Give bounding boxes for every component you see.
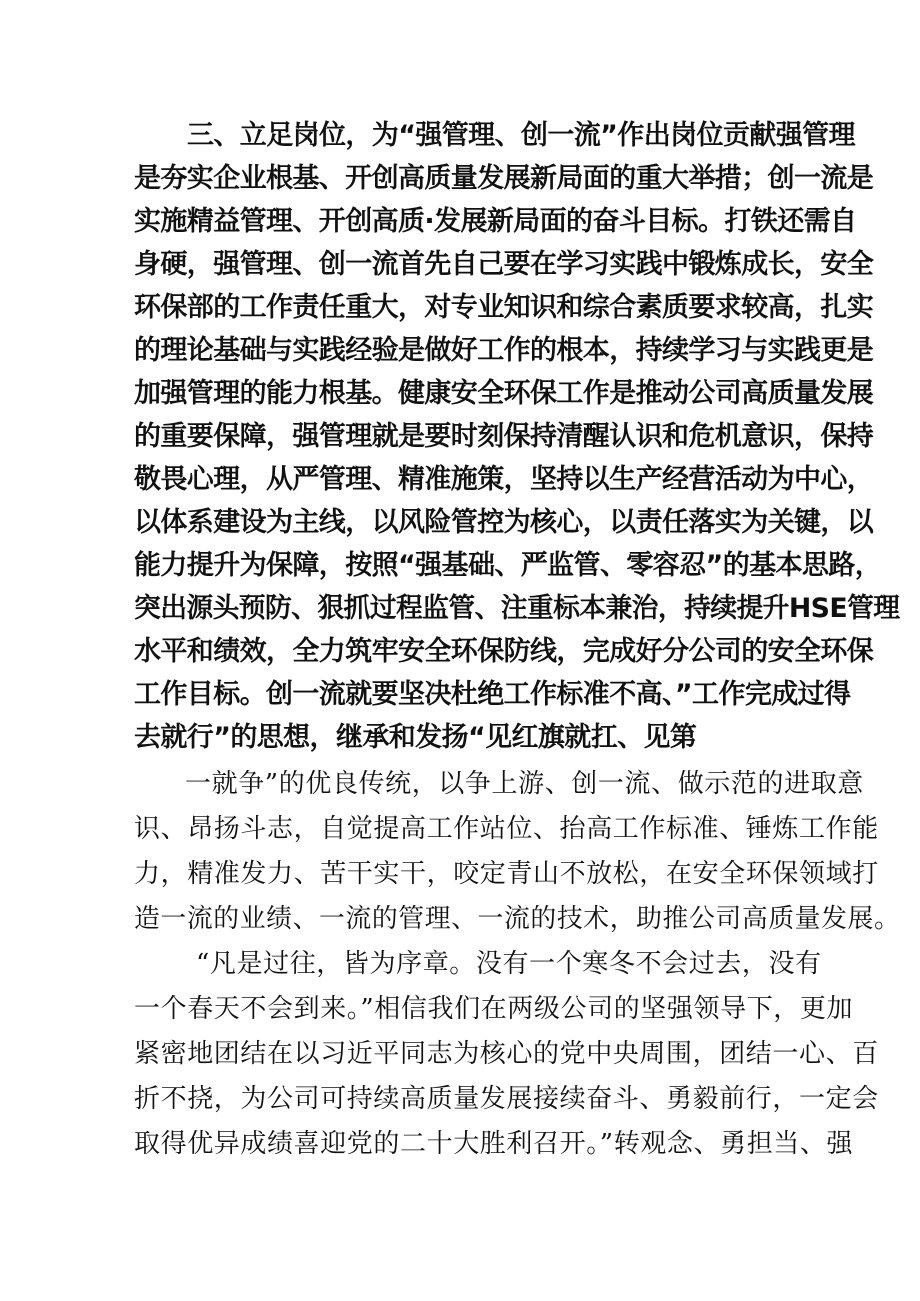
text-line: 敬畏心理，从严管理、精准施策，坚持以生产经营活动为中心， — [134, 464, 874, 495]
text-line: 折不挠，为公司可持续高质量发展接续奋斗、勇毅前行，一定会 — [134, 1084, 879, 1114]
text-line: 造一流的业绩、一流的管理、一流的技术，助推公司高质量发展。 — [134, 904, 901, 934]
text-line: 取得优异成绩喜迎党的二十大胜利召开。”转观念、勇担当、强 — [134, 1129, 854, 1159]
text-line: 的理论基础与实践经验是做好工作的根本，持续学习与实践更是 — [134, 335, 874, 366]
text-line: 身硬，强管理、创一流首先自己要在学习实践中锻炼成长，安全 — [134, 249, 874, 280]
text-line: 去就行”的思想，继承和发扬“见红旗就扛、见第 — [134, 722, 697, 753]
text-line: 识、昂扬斗志，自觉提高工作站位、抬高工作标准、锤炼工作能 — [134, 814, 879, 844]
text-line: 水平和绩效，全力筑牢安全环保防线，完成好分公司的安全环保 — [134, 636, 874, 667]
text-line: 一个春天不会到来。”相信我们在两级公司的坚强领导下，更加 — [134, 994, 854, 1024]
text-line: 加强管理的能力根基。健康安全环保工作是推动公司高质量发展 — [134, 378, 874, 409]
text-line: 是夯实企业根基、开创高质量发展新局面的重大举措；创一流是 — [134, 163, 874, 194]
text-line: 三、立足岗位，为“强管理、创一流”作出岗位贡献强管理 — [187, 120, 855, 151]
text-line: 紧密地团结在以习近平同志为核心的党中央周围，团结一心、百 — [134, 1039, 879, 1069]
text-line: 工作目标。创一流就要坚决杜绝工作标准不高、”工作完成过得 — [134, 679, 851, 710]
text-line: 能力提升为保障，按照“强基础、严监管、零容忍”的基本思路， — [134, 550, 882, 581]
text-line: 实施精益管理、开创高质·发展新局面的奋斗目标。打铁还需自 — [134, 206, 857, 237]
text-line: 力，精准发力、苦干实干，咬定青山不放松，在安全环保领域打 — [134, 859, 879, 889]
text-line: 一就争”的优良传统，以争上游、创一流、做示范的进取意 — [185, 769, 864, 799]
text-line: 突出源头预防、狠抓过程监管、注重标本兼治，持续提升HSE管理 — [134, 593, 900, 624]
text-line: “凡是过往，皆为序章。没有一个寒冬不会过去，没有 — [196, 949, 822, 979]
text-line: 环保部的工作责任重大，对专业知识和综合素质要求较高，扎实 — [134, 292, 874, 323]
text-line: 以体系建设为主线，以风险管控为核心，以责任落实为关键，以 — [134, 507, 874, 538]
text-line: 的重要保障，强管理就是要时刻保持清醒认识和危机意识，保持 — [134, 421, 874, 452]
